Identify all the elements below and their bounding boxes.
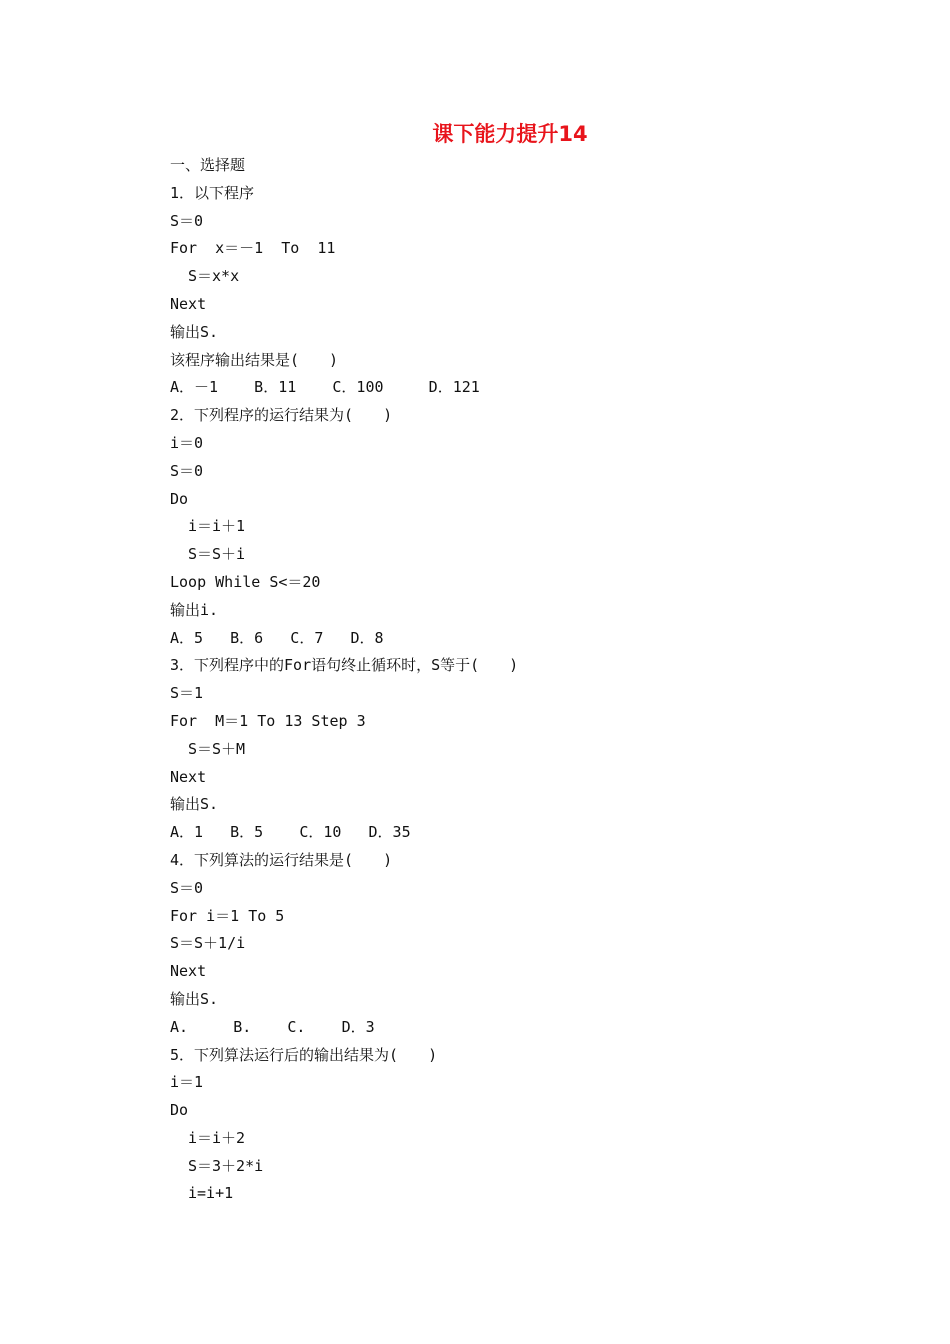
text-line: S＝S＋M — [188, 739, 246, 758]
text-line: A．1 B．5 C．10 D．35 — [170, 823, 411, 842]
text-line: i＝0 — [170, 433, 204, 452]
text-line: Next — [170, 962, 207, 981]
text-line: 输出i. — [170, 600, 219, 619]
text-line: 3．下列程序中的For语句终止循环时，S等于( ) — [170, 656, 519, 675]
text-line: i＝i＋2 — [188, 1128, 246, 1147]
text-line: 该程序输出结果是( ) — [170, 350, 339, 369]
text-line: Next — [170, 767, 207, 786]
text-line: For M＝1 To 13 Step 3 — [170, 711, 366, 730]
text-line: 输出S. — [170, 989, 219, 1008]
section-heading: 一、选择题 — [170, 156, 246, 174]
text-line: A．5 B．6 C．7 D．8 — [170, 628, 384, 647]
text-line: S＝0 — [170, 211, 204, 230]
text-line: S＝x*x — [188, 267, 240, 286]
document-body — [170, 152, 870, 1208]
text-line: 输出S. — [170, 795, 219, 814]
text-line: For i＝1 To 5 — [170, 906, 285, 925]
text-line: Do — [170, 489, 189, 508]
text-line: S＝1 — [170, 684, 204, 703]
text-line: 输出S. — [170, 322, 219, 341]
page-title: 课下能力提升14 — [432, 122, 588, 146]
text-line: S＝3＋2*i — [188, 1156, 264, 1175]
text-line: S＝S＋1/i — [170, 934, 246, 953]
text-line: Loop While S<＝20 — [170, 572, 321, 591]
text-line: i＝1 — [170, 1073, 204, 1092]
text-line: 4．下列算法的运行结果是( ) — [170, 850, 393, 869]
question-lines — [170, 180, 870, 1208]
text-line: Next — [170, 294, 207, 313]
text-line: S＝S＋i — [188, 545, 246, 564]
text-line: i=i+1 — [188, 1184, 234, 1203]
text-line: i＝i＋1 — [188, 517, 246, 536]
text-line: Do — [170, 1101, 189, 1120]
text-line: 2．下列程序的运行结果为( ) — [170, 406, 393, 425]
text-line: S＝0 — [170, 878, 204, 897]
text-line: A．－1 B．11 C．100 D．121 — [170, 378, 480, 397]
text-line: For x＝－1 To 11 — [170, 239, 336, 258]
text-line: 1．以下程序 — [170, 183, 255, 202]
text-line: 5．下列算法运行后的输出结果为( ) — [170, 1045, 438, 1064]
text-line: A. B. C. D．3 — [170, 1017, 375, 1036]
text-line: S＝0 — [170, 461, 204, 480]
